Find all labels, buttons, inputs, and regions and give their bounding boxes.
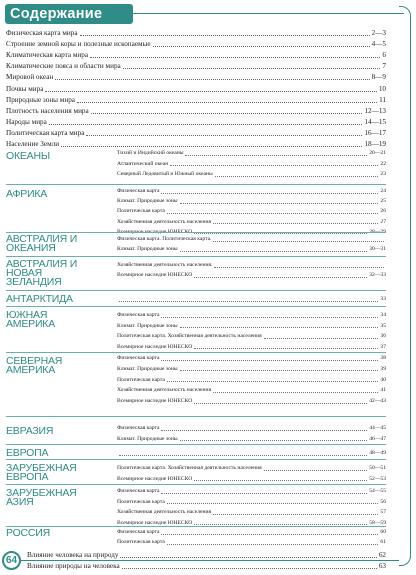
dot-leader — [123, 68, 381, 69]
toc-entry-title: Влияние человека на природу — [27, 551, 119, 559]
dot-leader — [185, 155, 367, 156]
section-divider — [6, 306, 386, 307]
toc-entry-pages: 18—19 — [364, 140, 386, 148]
toc-sub-entry[interactable] — [117, 219, 386, 226]
section-divider — [6, 256, 386, 257]
toc-sub-entry[interactable] — [117, 150, 386, 157]
toc-sub-entry-title: Политическая карта. Хозяйственная деятельность населения — [117, 465, 262, 471]
dot-leader — [167, 544, 379, 545]
toc-sub-entry[interactable] — [117, 425, 386, 432]
dot-leader — [61, 146, 362, 147]
region-heading — [6, 449, 86, 458]
toc-sub-entry-title: Политическая карта — [117, 208, 165, 215]
toc-sub-entry[interactable] — [117, 450, 386, 457]
page-number-badge: 64 — [2, 551, 21, 570]
toc-entry[interactable] — [6, 85, 386, 94]
region-heading — [6, 235, 86, 253]
toc-sub-entry-title: Тихий и Индийский океаны — [117, 150, 184, 156]
toc-entry-pages: 2—3 — [371, 29, 386, 37]
toc-sub-entry-pages: 22 — [380, 160, 386, 167]
toc-sub-entry-title: Физическая карта — [117, 355, 160, 361]
dot-leader — [213, 392, 378, 393]
toc-sub-entry-title: Климат. Природные зоны — [117, 365, 178, 372]
section-divider — [6, 416, 386, 417]
toc-sub-entry[interactable] — [117, 465, 386, 472]
toc-sub-entry-pages: 41 — [380, 387, 386, 394]
region-heading — [6, 311, 86, 329]
toc-sub-entry-title: Политическая карта. Хозяйственная деятельность населения — [117, 333, 262, 339]
toc-sub-entry-pages: 34 — [380, 312, 386, 318]
toc-sub-entry-pages: 40 — [380, 376, 386, 383]
dot-leader — [180, 440, 368, 441]
toc-sub-entry-pages: 30—31 — [369, 246, 386, 252]
dot-leader — [194, 348, 378, 349]
dot-leader — [55, 79, 369, 80]
dot-leader — [122, 568, 377, 569]
toc-entry-pages: 63 — [378, 562, 386, 570]
toc-entry-title: Физическая карта мира — [6, 29, 78, 37]
region-heading — [6, 489, 86, 507]
toc-sub-entry-title: Всемирное наследие ЮНЕСКО — [117, 343, 193, 350]
section-divider — [6, 444, 386, 445]
region-heading-line: ОКЕАНЫ — [6, 150, 50, 162]
toc-sub-entry-title: Климат. Природные зоны — [117, 198, 178, 205]
toc-sub-entry-title: Физическая карта — [117, 529, 160, 535]
dot-leader — [80, 35, 370, 36]
toc-sub-entry-pages: 58—59 — [369, 519, 386, 526]
region-heading — [6, 260, 86, 287]
region-heading-line: ЗЕЛАНДИЯ — [6, 276, 62, 288]
dot-leader — [119, 301, 378, 302]
dot-leader — [86, 135, 362, 136]
dot-leader — [264, 338, 379, 339]
region-heading-line: ЕВРАЗИЯ — [6, 425, 54, 437]
region-heading-line: АЗИЯ — [6, 496, 34, 508]
toc-sub-entry-title: Всемирное наследие ЮНЕСКО — [117, 519, 193, 526]
dot-leader — [161, 360, 378, 361]
toc-sub-entry-title: Климат. Природные зоны — [117, 435, 178, 442]
toc-entry[interactable] — [6, 140, 386, 149]
toc-sub-entry-pages: 24 — [380, 188, 386, 194]
dot-leader — [215, 176, 379, 177]
toc-sub-entry-pages: 23 — [380, 171, 386, 177]
region-heading-line: ЗАРУБЕЖНАЯ — [6, 462, 77, 474]
page-title: Содержание — [5, 4, 133, 24]
dot-leader — [194, 403, 367, 404]
toc-sub-entry-title: Физическая карта — [117, 425, 160, 431]
toc-sub-entry-title: Политическая карта — [117, 376, 165, 383]
toc-sub-entry[interactable] — [117, 161, 386, 168]
dot-leader — [180, 251, 368, 252]
toc-entry-pages: 10 — [378, 85, 386, 93]
toc-entry-pages: 6 — [382, 51, 386, 59]
dot-leader — [161, 317, 378, 318]
toc-sub-entry-pages: 27 — [380, 218, 386, 225]
toc-entry-title: Природные зоны мира — [6, 96, 75, 104]
toc-sub-entry-pages: 52—53 — [369, 475, 386, 482]
toc-sub-entry-pages: 32—33 — [369, 272, 386, 278]
dot-leader — [90, 57, 380, 58]
toc-sub-entry-title: Климат. Природные зоны — [117, 246, 178, 252]
toc-sub-entry-title: Физическая карта. Политическая карта. — [117, 236, 212, 242]
region-heading-line: АМЕРИКА — [6, 364, 56, 376]
toc-entry-title: Народы мира — [6, 118, 47, 126]
region-heading-line: ЕВРОПА — [6, 471, 49, 483]
region-heading-line: РОССИЯ — [6, 527, 51, 539]
toc-sub-entry-pages: 20—21 — [369, 150, 386, 156]
frame-top-line — [132, 13, 404, 14]
toc-sub-entry[interactable] — [117, 312, 386, 319]
region-heading-line: АВСТРАЛИЯ И — [6, 258, 78, 270]
toc-sub-entry[interactable] — [117, 355, 386, 362]
dot-leader — [153, 46, 370, 47]
toc-sub-entry-title: Всемирное наследие ЮНЕСКО — [117, 272, 193, 278]
region-heading-line: АВСТРАЛИЯ И — [6, 233, 78, 245]
toc-entry-pages: 4—5 — [371, 40, 386, 48]
toc-sub-entry-pages: 39 — [380, 365, 386, 372]
region-heading — [6, 357, 86, 375]
toc-entry[interactable] — [6, 51, 386, 60]
toc-sub-entry-title: Северный Ледовитый и Южный океаны — [117, 171, 213, 177]
dot-leader — [119, 455, 367, 456]
dot-leader — [77, 102, 377, 103]
dot-leader — [91, 113, 363, 114]
toc-sub-entry-pages: 38 — [380, 355, 386, 361]
toc-sub-entry[interactable] — [117, 296, 386, 303]
toc-sub-entry[interactable] — [117, 262, 386, 269]
dot-leader — [214, 267, 384, 268]
toc-entry-title: Политическая карта мира — [6, 129, 85, 137]
toc-sub-entry-pages: 44—45 — [369, 425, 386, 431]
toc-entry[interactable] — [6, 129, 386, 138]
toc-entry[interactable] — [6, 29, 386, 38]
bottom-frame-line — [21, 560, 399, 561]
toc-sub-entry[interactable] — [117, 539, 386, 546]
dot-leader — [167, 503, 379, 504]
toc-entry[interactable] — [6, 118, 386, 127]
toc-sub-entry-title: Хозяйственная деятельность населения — [117, 509, 212, 515]
toc-sub-entry-title: Климат. Природные зоны — [117, 322, 178, 329]
dot-leader — [264, 470, 368, 471]
toc-entry[interactable] — [6, 96, 386, 105]
toc-sub-entry-pages: 35 — [380, 322, 386, 329]
toc-entry-title: Плотность населения мира — [6, 107, 89, 115]
toc-entry-pages: 14—15 — [364, 118, 386, 126]
toc-sub-entry-pages: 57 — [380, 509, 386, 515]
dot-leader — [167, 381, 379, 382]
section-divider — [6, 459, 386, 460]
dot-leader — [180, 203, 379, 204]
dot-leader — [49, 124, 363, 125]
toc-sub-entry-pages: 36 — [380, 333, 386, 339]
region-heading-line: ЕВРОПА — [6, 447, 49, 459]
toc-sub-entry[interactable] — [117, 272, 386, 279]
region-heading-line: НОВАЯ — [6, 267, 42, 279]
toc-sub-entry[interactable] — [117, 476, 386, 483]
toc-entry-title: Климатическая карта мира — [6, 51, 89, 59]
toc-entry-title: Население Земли — [6, 140, 60, 148]
section-divider — [6, 352, 386, 353]
dot-leader — [170, 165, 378, 166]
toc-entry-title: Мировой океан — [6, 73, 54, 81]
toc-sub-entry-pages: 42—43 — [369, 398, 386, 405]
toc-entry-pages: 11 — [379, 96, 386, 104]
toc-sub-entry[interactable] — [117, 344, 386, 351]
toc-sub-entry[interactable] — [117, 499, 386, 506]
dot-leader — [180, 327, 379, 328]
toc-entry-title: Климатические пояса и области мира — [6, 62, 121, 70]
dot-leader — [194, 524, 367, 525]
toc-sub-entry[interactable] — [117, 198, 386, 205]
section-divider — [6, 290, 386, 291]
dot-leader — [194, 233, 367, 234]
toc-entry[interactable] — [27, 562, 386, 571]
toc-sub-entry-title: Физическая карта — [117, 488, 160, 494]
toc-sub-entry-title: Всемирное наследие ЮНЕСКО — [117, 475, 193, 482]
dot-leader — [180, 370, 379, 371]
page-frame — [399, 6, 411, 566]
toc-sub-entry[interactable] — [117, 208, 386, 215]
region-heading — [6, 190, 86, 199]
toc-sub-entry[interactable] — [117, 436, 386, 443]
toc-entry[interactable] — [6, 40, 386, 49]
toc-sub-entry[interactable] — [117, 488, 386, 495]
region-heading-line: СЕВЕРНАЯ — [6, 355, 63, 367]
toc-sub-entry[interactable] — [117, 377, 386, 384]
region-heading-line: ЗАРУБЕЖНАЯ — [6, 487, 77, 499]
section-divider — [6, 184, 386, 185]
section-divider — [6, 484, 386, 485]
toc-sub-entry-title: Хозяйственная деятельность населения. — [117, 262, 213, 268]
toc-entry[interactable] — [6, 107, 386, 116]
toc-sub-entry-title: Хозяйственная деятельность населения — [117, 218, 212, 225]
toc-sub-entry-pages: 26 — [380, 208, 386, 215]
dot-leader — [213, 241, 384, 242]
dot-leader — [194, 480, 367, 481]
region-heading — [6, 152, 86, 161]
toc-entry-pages: 16—17 — [364, 129, 386, 137]
region-heading-line: ОКЕАНИЯ — [6, 242, 56, 254]
dot-leader — [161, 193, 378, 194]
toc-entry-title: Влияние природы на человека — [27, 562, 120, 570]
toc-sub-entry[interactable] — [117, 509, 386, 516]
toc-sub-entry[interactable] — [117, 333, 386, 340]
toc-entry[interactable] — [6, 73, 386, 82]
toc-sub-entry-pages: 33 — [380, 296, 386, 302]
toc-entry-pages: 7 — [382, 62, 386, 70]
region-heading-line: АНТАРКТИДА — [6, 293, 73, 305]
toc-sub-entry-pages: 60 — [380, 529, 386, 535]
toc-sub-entry[interactable] — [117, 171, 386, 178]
dot-leader — [213, 223, 378, 224]
toc-sub-entry[interactable] — [117, 398, 386, 405]
toc-sub-entry[interactable] — [117, 246, 386, 253]
toc-entry-title: Почвы мира — [6, 85, 44, 93]
toc-sub-entry-pages: 50—51 — [369, 465, 386, 471]
dot-leader — [213, 514, 378, 515]
toc-sub-entry-title: Хозяйственная деятельность населения — [117, 387, 212, 394]
toc-sub-entry-pages: 56 — [380, 498, 386, 505]
toc-entry[interactable] — [27, 551, 386, 560]
dot-leader — [167, 213, 379, 214]
toc-sub-entry[interactable] — [117, 366, 386, 373]
toc-entry-pages: 62 — [378, 551, 386, 559]
toc-sub-entry[interactable] — [117, 323, 386, 330]
dot-leader — [120, 557, 376, 558]
toc-sub-entry-title: Всемирное наследие ЮНЕСКО — [117, 228, 193, 235]
toc-sub-entry-title: Политическая карта — [117, 539, 165, 545]
dot-leader — [194, 277, 367, 278]
toc-sub-entry-pages: 54—55 — [369, 488, 386, 494]
dot-leader — [161, 534, 378, 535]
toc-sub-entry[interactable] — [117, 529, 386, 536]
toc-sub-entry-title: Физическая карта — [117, 188, 160, 194]
toc-sub-entry-title: Политическая карта — [117, 498, 165, 505]
toc-sub-entry-title: Всемирное наследие ЮНЕСКО — [117, 398, 193, 405]
toc-sub-entry-pages: 37 — [380, 343, 386, 350]
toc-sub-entry[interactable] — [117, 236, 386, 243]
region-heading — [6, 427, 86, 436]
dot-leader — [161, 493, 367, 494]
toc-sub-entry-pages: 48—49 — [369, 450, 386, 456]
toc-entry[interactable] — [6, 62, 386, 71]
toc-sub-entry-pages: 28—29 — [369, 228, 386, 235]
toc-sub-entry-pages: 46—47 — [369, 435, 386, 442]
toc-entry-title: Строение земной коры и полезные ископаемые — [6, 40, 151, 48]
region-heading-line: АФРИКА — [6, 188, 48, 200]
section-divider — [6, 526, 386, 527]
region-heading — [6, 464, 86, 482]
toc-sub-entry-title: Атлантический океан — [117, 160, 169, 167]
toc-entry-pages: 12—13 — [364, 107, 386, 115]
region-heading-line: АМЕРИКА — [6, 318, 56, 330]
toc-sub-entry[interactable] — [117, 387, 386, 394]
dot-leader — [161, 430, 367, 431]
region-heading — [6, 295, 86, 304]
region-heading — [6, 529, 86, 538]
toc-sub-entry-title: Физическая карта — [117, 312, 160, 318]
toc-entry-pages: 8—9 — [371, 73, 386, 81]
region-heading-line: ЮЖНАЯ — [6, 309, 48, 321]
toc-sub-entry-pages: 61 — [380, 539, 386, 545]
dot-leader — [45, 91, 376, 92]
toc-sub-entry-pages: 25 — [380, 198, 386, 205]
toc-sub-entry[interactable] — [117, 188, 386, 195]
